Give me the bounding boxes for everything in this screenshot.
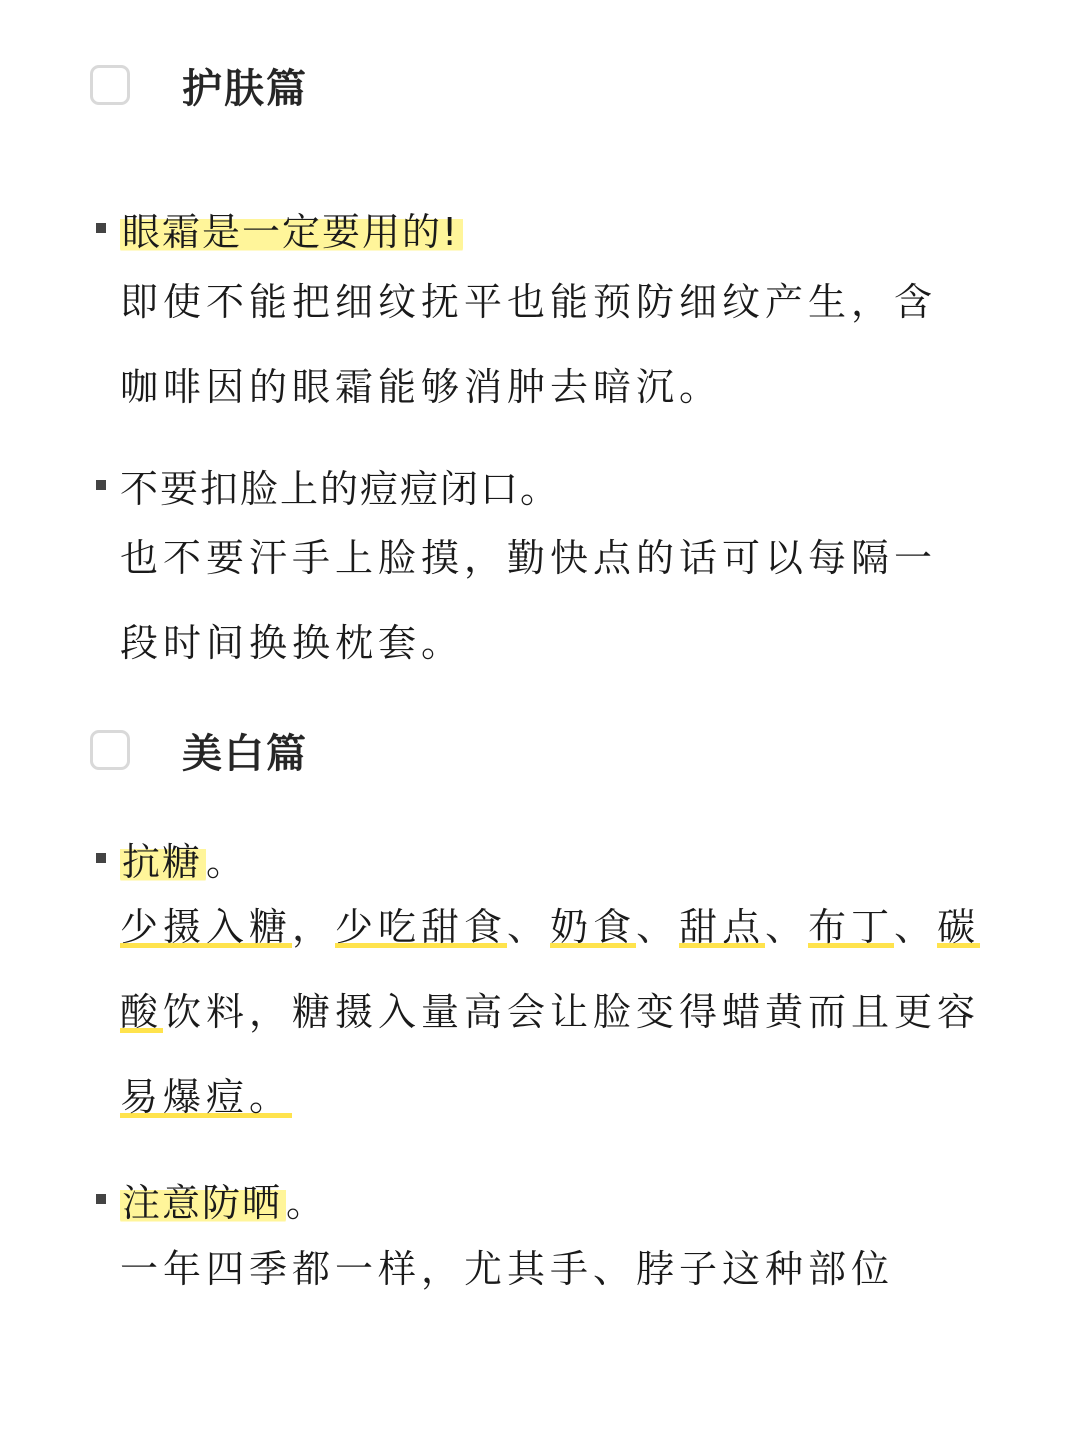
list-item-no-picking (96, 455, 1056, 686)
underlined-text: 易爆痘。 (120, 1075, 293, 1119)
section-header-whitening (90, 725, 308, 775)
plain-text: 饮料，糖摄入量高会让脸变得蜡黄而且更容 (163, 990, 981, 1034)
checkbox-whitening[interactable] (90, 730, 130, 770)
bullet-suffix: 。 (206, 839, 247, 884)
bullet-row (96, 198, 1056, 258)
punctuation: 、 (894, 905, 938, 949)
bullet-text-eye-cream: 眼霜是一定要用的! (120, 210, 463, 254)
bullet-row (96, 1169, 1056, 1229)
punctuation: 、 (636, 905, 680, 949)
paragraph-line (120, 970, 1056, 1055)
underlined-text: 奶食 (550, 905, 637, 949)
bullet-square-icon (96, 480, 106, 490)
paragraph-line: 段时间换换枕套。 (120, 621, 465, 665)
paragraph-line: 一年四季都一样，尤其手、脖子这种部位 (120, 1247, 895, 1291)
bullet-suffix: 。 (286, 1180, 327, 1225)
bullet-row (96, 828, 1056, 888)
bullet-row (96, 455, 1056, 515)
underlined-text: 少摄入糖 (120, 905, 293, 949)
underlined-text: 碳 (937, 905, 981, 949)
checkbox-skincare[interactable] (90, 65, 130, 105)
paragraph-line (120, 885, 1056, 970)
underlined-text: 少吃甜食 (335, 905, 508, 949)
section-title-whitening: 美白篇 (182, 730, 308, 777)
paragraph-line: 即使不能把细纹抚平也能预防细纹产生，含 (120, 280, 938, 324)
paragraph-eye-cream (120, 260, 1056, 430)
underlined-text: 酸 (120, 990, 164, 1034)
punctuation: ， (292, 905, 336, 949)
bullet-text-anti-sugar: 抗糖 (120, 840, 206, 884)
bullet-square-icon (96, 223, 106, 233)
list-item-eye-cream (96, 198, 1056, 430)
underlined-text: 布丁 (808, 905, 895, 949)
list-item-anti-sugar (96, 828, 1056, 1140)
paragraph-anti-sugar (120, 885, 1056, 1140)
paragraph-line: 咖啡因的眼霜能够消肿去暗沉。 (120, 365, 723, 409)
bullet-square-icon (96, 1194, 106, 1204)
bullet-text-sunscreen: 注意防晒 (120, 1181, 286, 1225)
paragraph-line: 也不要汗手上脸摸，勤快点的话可以每隔一 (120, 536, 938, 580)
section-title-skincare: 护肤篇 (182, 65, 308, 112)
section-header-skincare (90, 60, 308, 110)
paragraph-no-picking (120, 516, 1056, 686)
list-item-sunscreen (96, 1169, 1056, 1312)
bullet-text (120, 201, 463, 256)
bullet-text (120, 831, 246, 886)
bullet-square-icon (96, 853, 106, 863)
bullet-text (120, 1172, 326, 1227)
punctuation: 、 (507, 905, 551, 949)
underlined-text: 甜点 (679, 905, 766, 949)
bullet-text-no-picking: 不要扣脸上的痘痘闭口。 (120, 466, 561, 511)
punctuation: 、 (765, 905, 809, 949)
paragraph-line (120, 1055, 1056, 1140)
paragraph-sunscreen (120, 1227, 1056, 1312)
